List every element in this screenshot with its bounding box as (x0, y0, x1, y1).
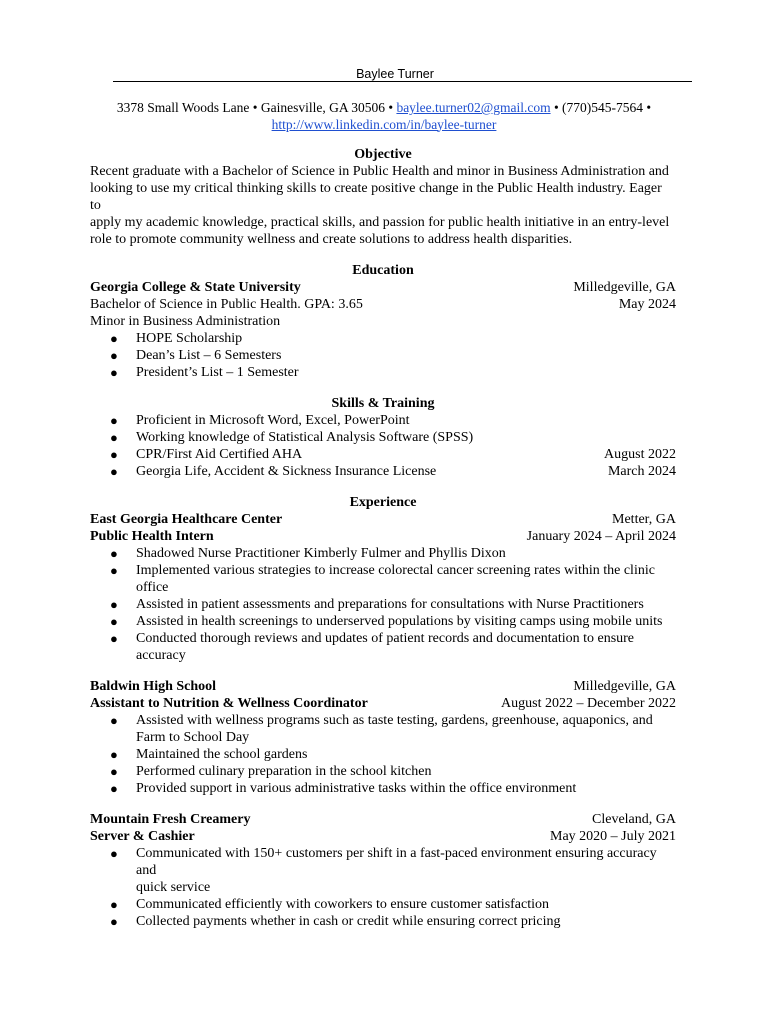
list-item (90, 330, 676, 347)
resume-body (90, 146, 676, 930)
contact-line-2 (0, 117, 768, 134)
bullet-icon: ● (110, 430, 118, 445)
header-divider (113, 81, 692, 82)
education-honors-list (90, 330, 676, 381)
job-role-row (90, 528, 676, 545)
list-item-text: Proficient in Microsoft Word, Excel, PowerPoint (136, 413, 410, 428)
employer-location: Cleveland, GA (592, 812, 676, 827)
list-item-text: Conducted thorough reviews and updates of patient records and documentation to ensure (136, 631, 635, 646)
job-title: Public Health Intern (90, 529, 214, 544)
skills-list (90, 412, 676, 480)
list-item-text: Collected payments whether in cash or credit while ensuring correct pricing (136, 914, 561, 929)
job-duties-list (90, 712, 676, 797)
skills-heading: Skills & Training (331, 396, 435, 411)
job-dates: January 2024 – April 2024 (526, 529, 676, 544)
employer-name: Baldwin High School (90, 679, 217, 694)
degree-date: May 2024 (618, 297, 676, 312)
bullet-icon: ● (110, 914, 118, 929)
list-item-text: Implemented various strategies to increase colorectal cancer screening rates within the clinic (136, 563, 655, 578)
education-heading: Education (352, 263, 414, 278)
list-item (90, 763, 676, 780)
list-item (90, 746, 676, 763)
bullet-icon: ● (110, 447, 118, 462)
phone-text: • (770)545-7564 • (553, 100, 652, 115)
list-item-text: Shadowed Nurse Practitioner Kimberly Fulmer and Phyllis Dixon (136, 546, 506, 561)
bullet-icon: ● (110, 713, 118, 728)
list-item (90, 913, 676, 930)
bullet-icon: ● (110, 781, 118, 796)
list-item-text: Assisted in patient assessments and preparations for consultations with Nurse Practitioners (136, 597, 644, 612)
list-item (90, 712, 676, 746)
list-item-text: HOPE Scholarship (136, 331, 243, 346)
bullet-icon: ● (110, 464, 118, 479)
resume-name: Baylee Turner (356, 67, 434, 81)
list-item (90, 429, 676, 446)
bullet-icon: ● (110, 546, 118, 561)
job-duties-list (90, 845, 676, 930)
bullet-icon: ● (110, 764, 118, 779)
list-item-text: Provided support in various administrative tasks within the office environment (136, 781, 577, 796)
job-employer-row (90, 678, 676, 695)
list-item-text: quick service (136, 880, 211, 895)
linkedin-link[interactable]: http://www.linkedin.com/in/baylee-turner (271, 116, 497, 132)
employer-name: Mountain Fresh Creamery (90, 812, 251, 827)
bullet-icon: ● (110, 846, 118, 861)
list-item (90, 347, 676, 364)
list-item-text: Maintained the school gardens (136, 747, 308, 762)
list-item-text: Communicated with 150+ customers per shift in a fast-paced environment ensuring accuracy and (136, 846, 657, 878)
contact-line-1 (0, 100, 768, 117)
list-item (90, 845, 676, 896)
list-item (90, 896, 676, 913)
bullet-icon: ● (110, 597, 118, 612)
objective-text (90, 163, 676, 248)
job-employer-row (90, 511, 676, 528)
email-link[interactable]: baylee.turner02@gmail.com (396, 100, 551, 115)
minor-text: Minor in Business Administration (90, 314, 281, 329)
list-item-text: Working knowledge of Statistical Analysis Software (SPSS) (136, 430, 474, 445)
objective-line: looking to use my critical thinking skills to create positive change in the Public Health industry. Eager to (90, 181, 662, 213)
bullet-icon: ● (110, 365, 118, 380)
list-item (90, 463, 676, 480)
school-location: Milledgeville, GA (573, 280, 676, 295)
degree-text: Bachelor of Science in Public Health. GPA: 3.65 (90, 297, 363, 312)
list-item-text: office (136, 580, 169, 595)
list-item (90, 780, 676, 797)
list-item (90, 545, 676, 562)
address-text: 3378 Small Woods Lane • Gainesville, GA 30506 • (116, 100, 394, 115)
job-employer-row (90, 811, 676, 828)
bullet-icon: ● (110, 614, 118, 629)
list-item-date: August 2022 (604, 447, 676, 462)
list-item-text: Dean’s List – 6 Semesters (136, 348, 282, 363)
list-item-text: Assisted in health screenings to underserved populations by visiting camps using mobile units (136, 614, 663, 629)
list-item (90, 613, 676, 630)
employer-name: East Georgia Healthcare Center (90, 512, 283, 527)
job-dates: May 2020 – July 2021 (550, 829, 676, 844)
list-item-text: CPR/First Aid Certified AHA (136, 447, 303, 462)
objective-heading: Objective (354, 147, 412, 162)
job-role-row (90, 695, 676, 712)
list-item-text: Georgia Life, Accident & Sickness Insurance License (136, 464, 437, 479)
job-title: Assistant to Nutrition & Wellness Coordinator (90, 696, 368, 711)
job-role-row (90, 828, 676, 845)
bullet-icon: ● (110, 631, 118, 646)
list-item-text: Farm to School Day (136, 730, 250, 745)
experience-heading: Experience (349, 495, 417, 510)
list-item-text: Communicated efficiently with coworkers to ensure customer satisfaction (136, 897, 550, 912)
objective-line: Recent graduate with a Bachelor of Science in Public Health and minor in Business Administration and (90, 164, 669, 179)
bullet-icon: ● (110, 413, 118, 428)
list-item-date: March 2024 (607, 464, 676, 479)
list-item-text: President’s List – 1 Semester (136, 365, 299, 380)
list-item (90, 364, 676, 381)
bullet-icon: ● (110, 897, 118, 912)
education-degree-row (90, 296, 676, 313)
list-item (90, 446, 676, 463)
job-title: Server & Cashier (90, 829, 195, 844)
employer-location: Metter, GA (612, 512, 676, 527)
education-school-row (90, 279, 676, 296)
list-item (90, 412, 676, 429)
list-item (90, 596, 676, 613)
objective-line: role to promote community wellness and create solutions to address health disparities. (90, 232, 573, 247)
bullet-icon: ● (110, 563, 118, 578)
job-dates: August 2022 – December 2022 (501, 696, 676, 711)
bullet-icon: ● (110, 747, 118, 762)
list-item (90, 562, 676, 596)
job-duties-list (90, 545, 676, 664)
bullet-icon: ● (110, 348, 118, 363)
bullet-icon: ● (110, 331, 118, 346)
list-item-text: accuracy (136, 648, 186, 663)
employer-location: Milledgeville, GA (573, 679, 676, 694)
objective-line: apply my academic knowledge, practical skills, and passion for public health initiative in an entry-level (90, 215, 670, 230)
list-item (90, 630, 676, 664)
list-item-text: Assisted with wellness programs such as taste testing, gardens, greenhouse, aquaponics, and (136, 713, 653, 728)
list-item-text: Performed culinary preparation in the school kitchen (136, 764, 432, 779)
school-name: Georgia College & State University (90, 280, 301, 295)
contact-info (0, 100, 768, 133)
